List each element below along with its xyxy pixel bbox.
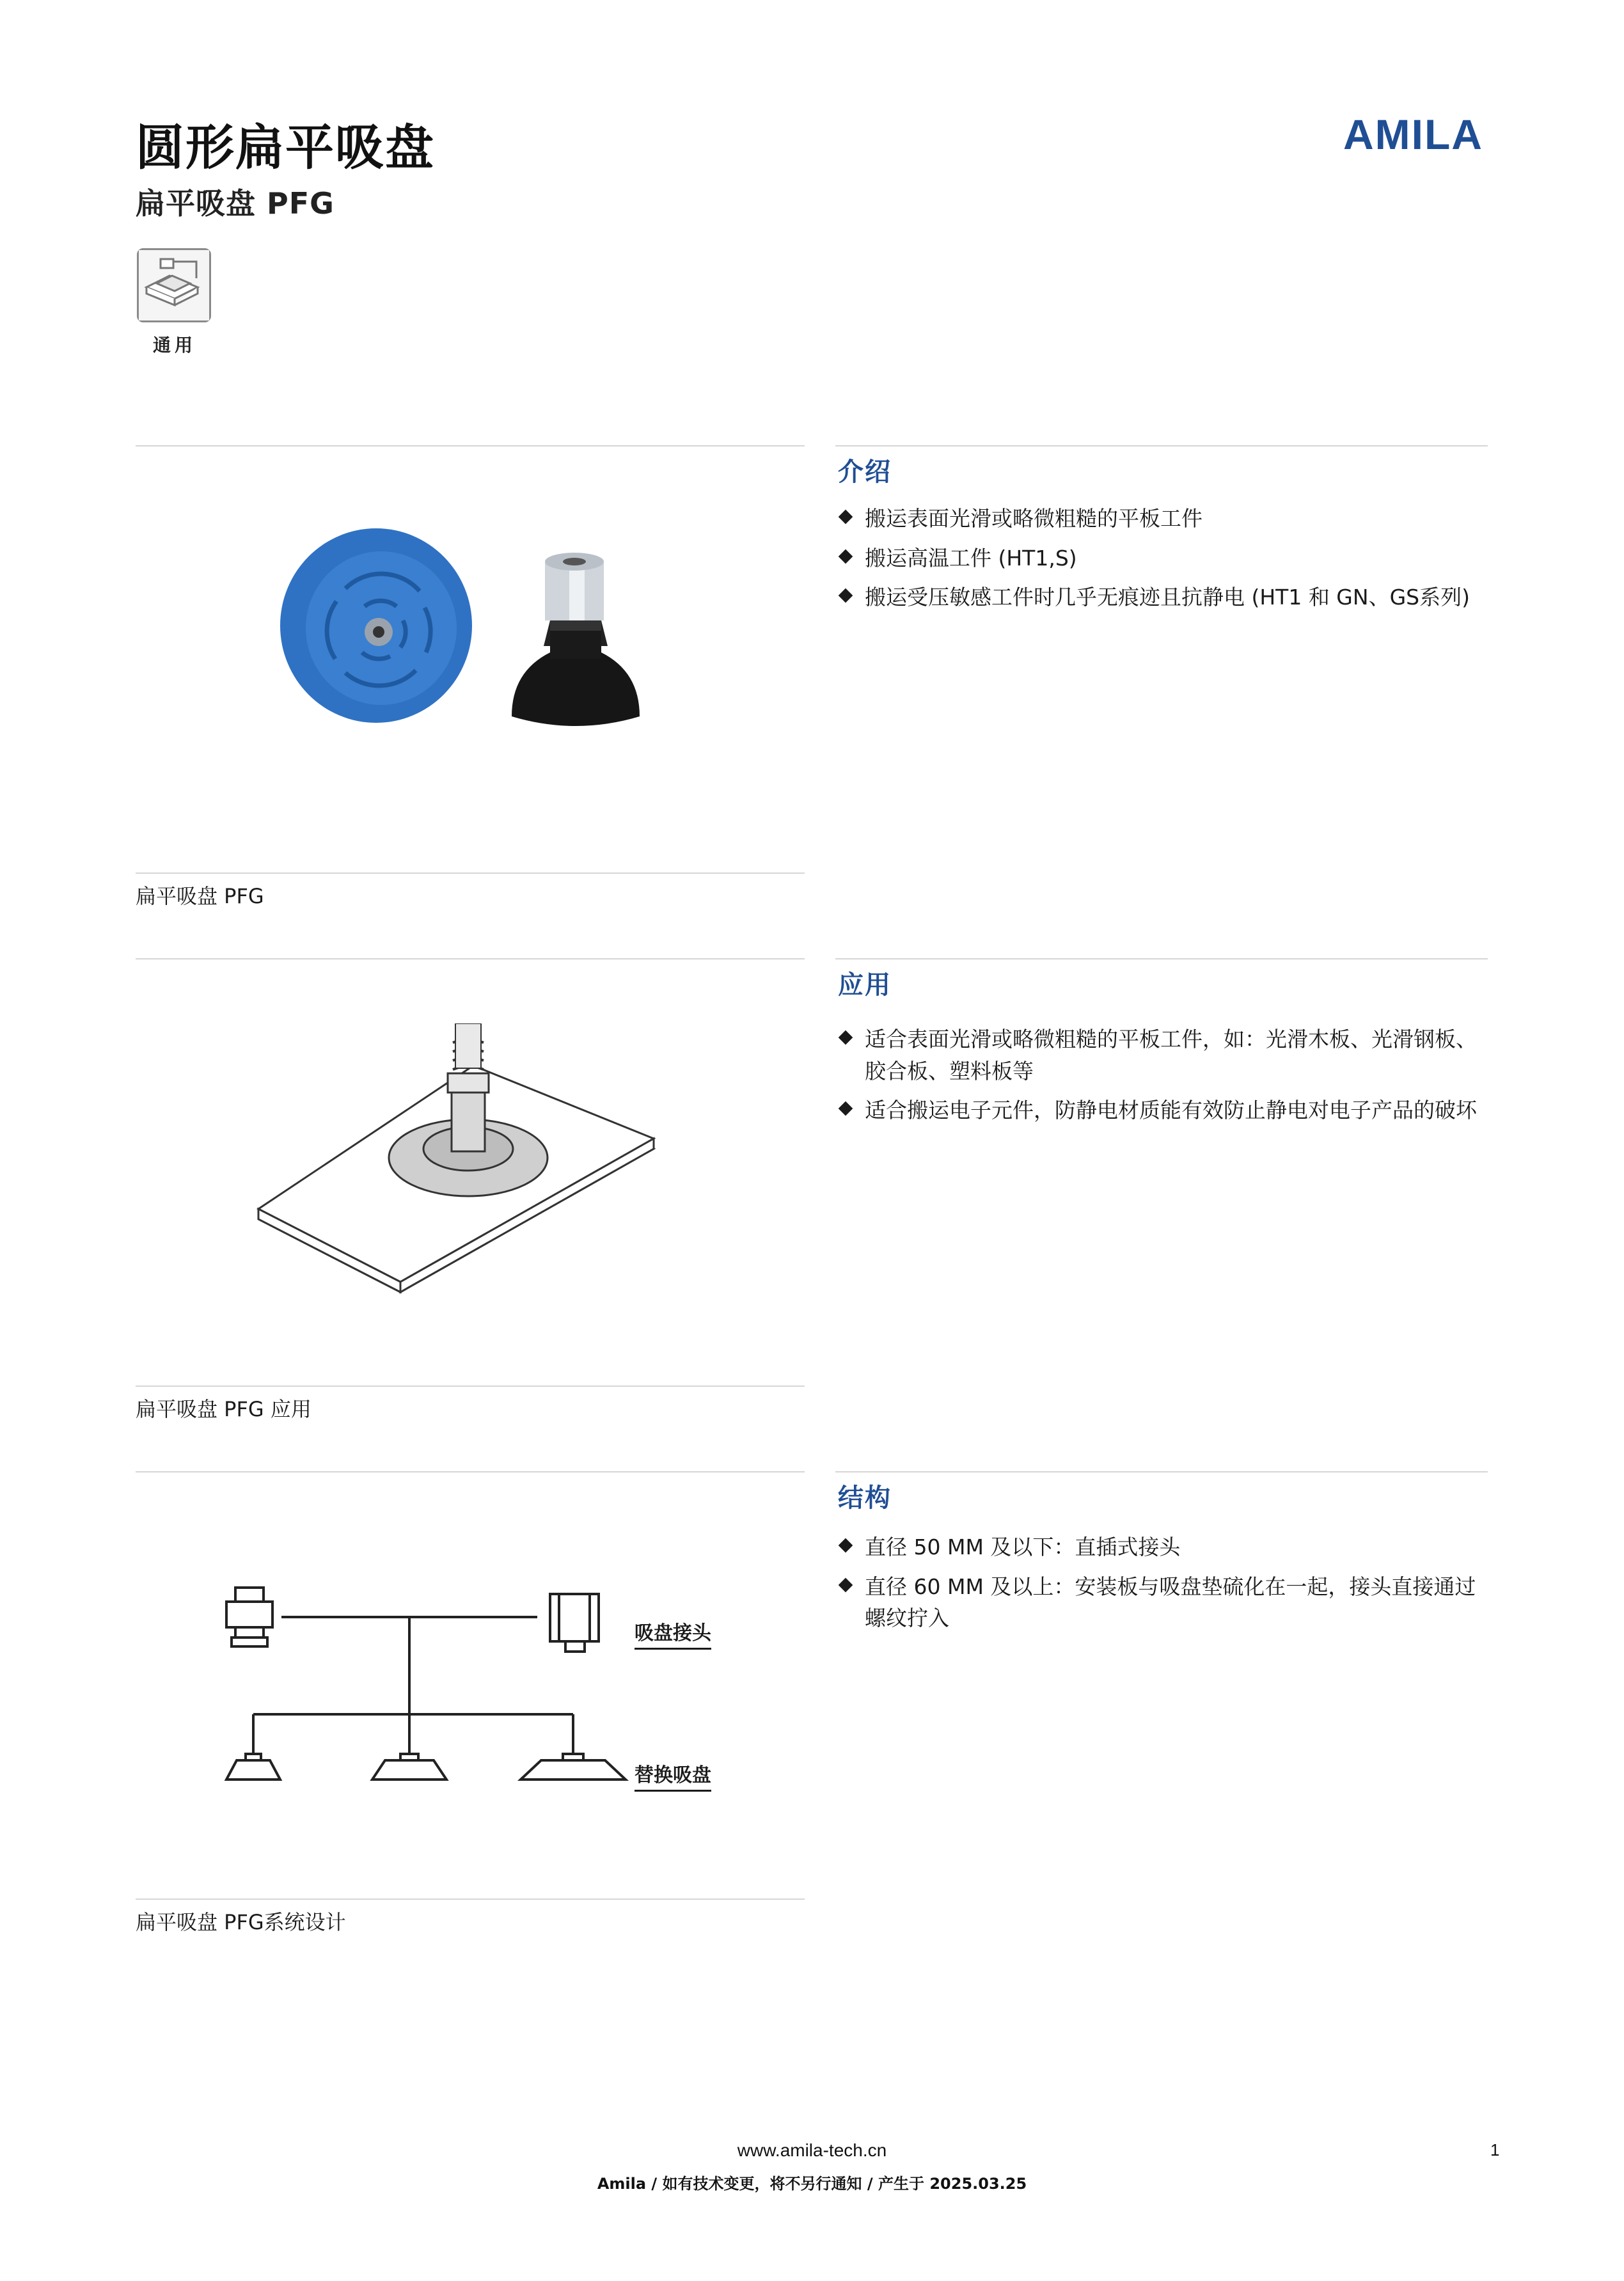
divider bbox=[136, 445, 805, 446]
section-title-intro: 介绍 bbox=[838, 457, 892, 487]
list-item: 搬运受压敏感工件时几乎无痕迹且抗静电 (HT1 和 GN、GS系列) bbox=[839, 581, 1492, 613]
general-use-icon bbox=[137, 248, 211, 322]
divider bbox=[835, 445, 1488, 446]
list-item: 直径 60 MM 及以上：安装板与吸盘垫硫化在一起，接头直接通过螺纹拧入 bbox=[839, 1571, 1492, 1634]
application-bullets bbox=[839, 1023, 1492, 1134]
list-item: 搬运高温工件 (HT1,S) bbox=[839, 542, 1492, 574]
list-item: 搬运表面光滑或略微粗糙的平板工件 bbox=[839, 503, 1492, 535]
brand-logo: AMILA bbox=[1343, 111, 1483, 158]
footer-note: Amila / 如有技术变更，将不另行通知 / 产生于 2025.03.25 bbox=[597, 2175, 1027, 2193]
intro-bullets bbox=[839, 503, 1492, 621]
diamond-bullet-icon bbox=[839, 1577, 853, 1592]
diamond-bullet-icon bbox=[839, 588, 853, 603]
diamond-bullet-icon bbox=[839, 510, 853, 525]
divider bbox=[835, 958, 1488, 959]
divider bbox=[136, 958, 805, 959]
section-title-structure: 结构 bbox=[838, 1483, 892, 1513]
application-illustration bbox=[256, 1023, 665, 1318]
diamond-bullet-icon bbox=[839, 1101, 853, 1116]
divider bbox=[136, 1898, 805, 1900]
list-item: 适合表面光滑或略微粗糙的平板工件，如：光滑木板、光滑钢板、胶合板、塑料板等 bbox=[839, 1023, 1492, 1087]
divider bbox=[136, 1385, 805, 1387]
diamond-bullet-icon bbox=[839, 549, 853, 564]
divider bbox=[835, 1471, 1488, 1472]
section-title-application: 应用 bbox=[838, 970, 892, 1000]
badge-label: 通用 bbox=[152, 335, 196, 356]
divider bbox=[136, 872, 805, 874]
page-number: 1 bbox=[1490, 2140, 1500, 2159]
page-title: 圆形扁平吸盘 bbox=[136, 119, 435, 176]
list-item: 适合搬运电子元件，防静电材质能有效防止静电对电子产品的破坏 bbox=[839, 1094, 1492, 1126]
replacement-cup-label: 替换吸盘 bbox=[635, 1759, 711, 1792]
figure-caption: 扁平吸盘 PFG bbox=[136, 884, 264, 908]
figure-caption: 扁平吸盘 PFG系统设计 bbox=[136, 1910, 346, 1934]
diamond-bullet-icon bbox=[839, 1030, 853, 1045]
list-item: 直径 50 MM 及以下：直插式接头 bbox=[839, 1531, 1492, 1563]
connector-label: 吸盘接头 bbox=[635, 1617, 711, 1650]
footer-url: www.amila-tech.cn bbox=[737, 2140, 887, 2160]
structure-bullets bbox=[839, 1531, 1492, 1642]
suction-cup-photo bbox=[269, 525, 665, 793]
diamond-bullet-icon bbox=[839, 1538, 853, 1553]
divider bbox=[136, 1471, 805, 1472]
page-subtitle: 扁平吸盘 PFG bbox=[136, 186, 335, 221]
figure-caption: 扁平吸盘 PFG 应用 bbox=[136, 1397, 311, 1421]
